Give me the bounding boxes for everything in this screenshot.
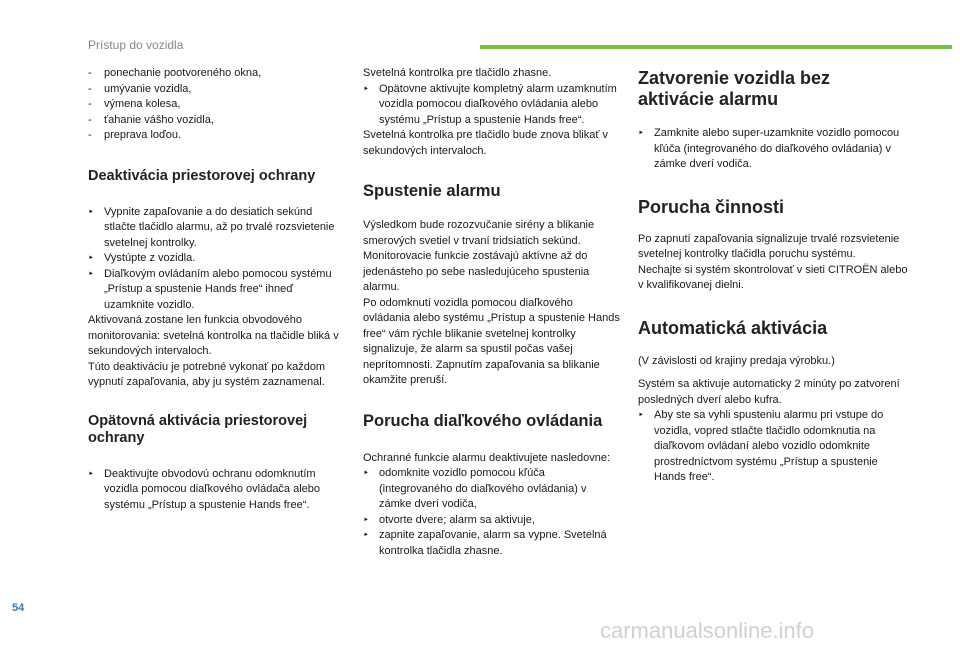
paragraph: Svetelná kontrolka pre tlačidlo zhasne. [363, 67, 552, 79]
bullet-item: ‣ Zamknite alebo super-uzamknite vozidlo pomocou kľúča (integrovaného do diaľkového ovládania) v zámke dverí vodiča. [638, 126, 908, 173]
header-accent-bar [480, 45, 952, 49]
conditions-list [88, 66, 346, 144]
bullet-item: ‣ Aby ste sa vyhli spusteniu alarmu pri vstupe do vozidla, vopred stlačte tlačidlo odomknutia na diaľkovom ovládaní alebo vozidlo odomknite prostredníctvom systému „Prístup a spustenie Hands free“. [638, 408, 908, 486]
column-2 [363, 66, 621, 559]
bullet-item: ‣ otvorte dvere; alarm sa aktivuje, [363, 513, 621, 529]
bullet-item: ‣ zapnite zapaľovanie, alarm sa vypne. Svetelná kontrolka tlačidla zhasne. [363, 528, 621, 559]
heading-deactivation: Deaktivácia priestorovej ochrany [88, 167, 316, 184]
paragraph: Systém sa aktivuje automaticky 2 minúty po zatvorení posledných dverí alebo kufra. [638, 378, 900, 406]
list-item: - výmena kolesa, [88, 97, 346, 113]
bullet-item: ‣ Vypnite zapaľovanie a do desiatich sekúnd stlačte tlačidlo alarmu, až po trvalé rozsvietenie svetelnej kontrolky. [88, 205, 346, 252]
watermark: carmanualsonline.info [600, 618, 815, 643]
paragraph: Aktivovaná zostane len funkcia obvodového monitorovania: svetelná kontrolka na tlačidle bliká v sekundových intervaloch. [88, 314, 339, 357]
list-item: - ťahanie vášho vozidla, [88, 113, 346, 129]
paragraph: (V závislosti od krajiny predaja výrobku.) [638, 354, 835, 367]
paragraph: Túto deaktiváciu je potrebné vykonať po každom vypnutí zapaľovania, aby ju systém zaznamenal. [88, 360, 326, 388]
bullet-item: ‣ Diaľkovým ovládaním alebo pomocou systému „Prístup a spustenie Hands free“ ihneď uzamknite vozidlo. [88, 267, 346, 314]
page-number: 54 [12, 602, 25, 614]
heading-malfunction: Porucha činnosti [638, 196, 785, 217]
heading-alarm-trigger: Spustenie alarmu [363, 182, 501, 200]
section-title: Prístup do vozidla [88, 38, 184, 52]
heading-remote-fault: Porucha diaľkového ovládania [363, 411, 603, 430]
column-1 [88, 66, 346, 513]
paragraph: Po odomknutí vozidla pomocou diaľkového ovládania alebo systému „Prístup a spustenie Hands free“ vám rýchle blikanie svetelnej kontrolky signalizuje, že alarm sa spustil počas vašej neprítomnosti. Zapnutím zapaľovania sa blikanie okamžite preruší. [363, 296, 620, 386]
paragraph: Po zapnutí zapaľovania signalizuje trvalé rozsvietenie svetelnej kontrolky tlačidla poruchu systému. [638, 232, 900, 260]
paragraph: Nechajte si systém skontrolovať v sieti CITROËN alebo v kvalifikovanej dielni. [638, 263, 908, 291]
list-item: - umývanie vozidla, [88, 82, 346, 98]
bullet-item: ‣ odomknite vozidlo pomocou kľúča (integrovaného do diaľkového ovládania) v zámke dverí vodiča, [363, 466, 621, 513]
list-item: - ponechanie pootvoreného okna, [88, 66, 346, 82]
paragraph: Ochranné funkcie alarmu deaktivujete nasledovne: [363, 451, 611, 464]
heading-reactivation: Opätovná aktivácia priestorovej ochrany [88, 412, 308, 446]
heading-lock-without-alarm: Zatvorenie vozidla bez aktivácie alarmu [638, 68, 831, 109]
paragraph: Výsledkom bude rozozvučanie sirény a blikanie smerových svetiel v trvaní tridsiatich sekúnd. Monitorovacie funkcie zostávajú aktívne až do jedenásteho po sebe nasledujúceho spustenia alarmu. [363, 219, 595, 293]
paragraph: Svetelná kontrolka pre tlačidlo bude znova blikať v sekundových intervaloch. [363, 129, 609, 157]
heading-auto-activation: Automatická aktivácia [638, 317, 828, 338]
list-item: - preprava loďou. [88, 128, 346, 144]
bullet-item: ‣ Deaktivujte obvodovú ochranu odomknutím vozidla pomocou diaľkového ovládača alebo systému „Prístup a spustenie Hands free“. [88, 467, 346, 514]
column-3 [638, 66, 908, 486]
bullet-item: ‣ Vystúpte z vozidla. [88, 251, 346, 267]
bullet-item: ‣ Opätovne aktivujte kompletný alarm uzamknutím vozidla pomocou diaľkového ovládania alebo systému „Prístup a spustenie Hands free“. [363, 82, 621, 129]
